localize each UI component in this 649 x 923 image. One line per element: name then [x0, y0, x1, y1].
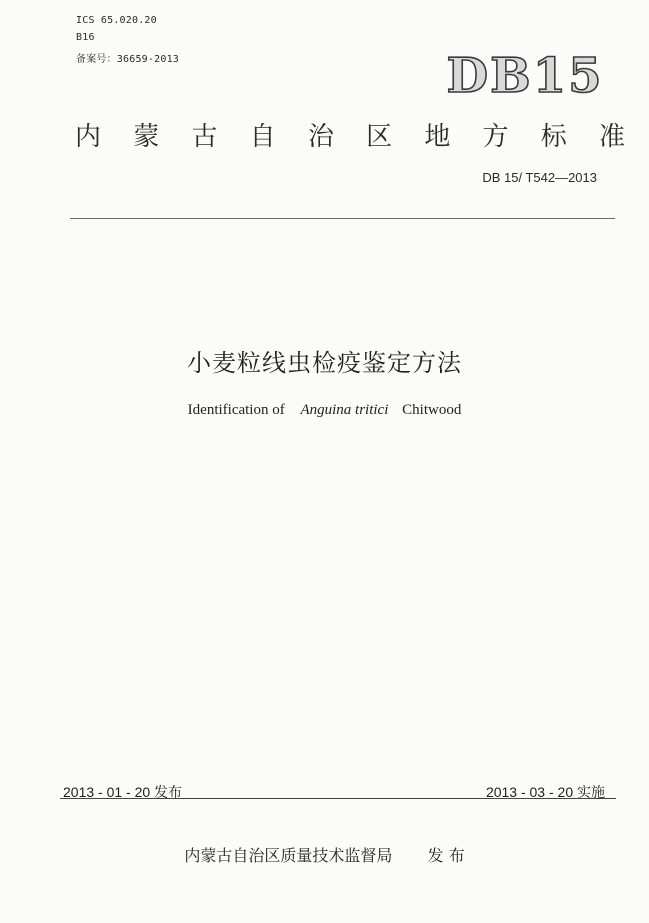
standard-type-char: 蒙 [133, 121, 160, 152]
standard-type-char: 准 [598, 121, 625, 152]
standard-type-char: 方 [482, 121, 509, 152]
standard-type [75, 114, 625, 154]
publisher-verb: 发 布 [427, 846, 465, 865]
issue-date: 2013 - 01 - 20 发布 [63, 784, 183, 800]
standard-type-char: 内 [75, 121, 102, 152]
standard-type-char: 地 [424, 121, 451, 152]
title-english-suffix: Chitwood [402, 402, 462, 418]
publisher-line [0, 843, 649, 866]
db15-logo [425, 40, 625, 110]
record-number: 备案号：36659-2013 [76, 54, 180, 65]
standard-type-char: 区 [366, 121, 393, 152]
standard-type-char: 古 [191, 121, 218, 152]
svg-text:DB15: DB15 [446, 48, 604, 104]
standard-type-char: 标 [540, 121, 567, 152]
title-chinese: 小麦粒线虫检疫鉴定方法 [187, 349, 462, 377]
title-english-prefix: Identification of [187, 402, 285, 418]
title-english-species: Anguina tritici [300, 402, 389, 418]
publisher-name: 内蒙古自治区质量技术监督局 [184, 846, 393, 865]
header-divider [70, 218, 615, 219]
implementation-date: 2013 - 03 - 20 实施 [485, 784, 605, 800]
ics-code: ICS 65.020.20 [76, 15, 157, 26]
standard-number: DB 15/ T542—2013 [482, 170, 597, 185]
footer-divider [60, 798, 616, 799]
title-english [0, 402, 649, 419]
ccs-code: B16 [76, 32, 95, 43]
standard-type-char: 自 [249, 121, 276, 152]
standard-type-char: 治 [307, 121, 334, 152]
